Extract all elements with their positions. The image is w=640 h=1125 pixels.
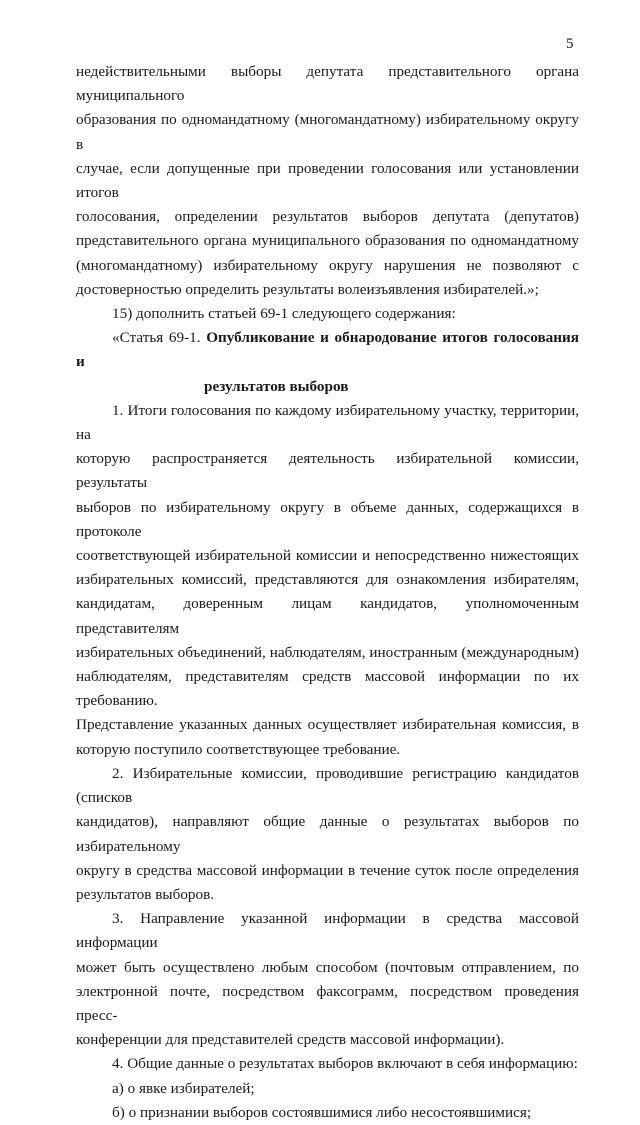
text-line: 1. Итоги голосования по каждому избирательному участку, территории, на (76, 401, 579, 444)
article-prefix: «Статья 69-1. (112, 329, 201, 347)
text-line: достоверностью определить результаты волеизъявления избирателей.»; (76, 280, 539, 298)
article-heading (76, 326, 579, 399)
text-line: электронной почте, посредством факсограмм, посредством проведения пресс- (76, 982, 579, 1024)
item-15: 15) дополнить статьей 69-1 следующего содержания: (112, 305, 456, 323)
text-line: представительного органа муниципального образования по одномандатному (76, 232, 579, 250)
text-line: наблюдателям, представителям средств массовой информации по их требованию. (76, 668, 579, 710)
text-line: результатов выборов. (76, 885, 215, 903)
text-line: Представление указанных данных осуществляет избирательная комиссия, в (76, 716, 579, 734)
text-line: избирательных комиссий, представляются для ознакомления избирателям, (76, 571, 579, 589)
text-line: 2. Избирательные комиссии, проводившие регистрацию кандидатов (списков (76, 764, 579, 807)
paragraph-4: 4. Общие данные о результатах выборов включают в себя информацию: (112, 1055, 578, 1073)
text-line: 3. Направление указанной информации в средства массовой информации (76, 910, 579, 952)
list-item-b: б) о признании выборов состоявшимися либо несостоявшимися; (112, 1103, 532, 1121)
list-item-a: а) о явке избирателей; (112, 1079, 255, 1097)
text-line: голосования, определении результатов выборов депутата (депутатов) (76, 208, 579, 226)
paragraph-3 (76, 907, 579, 1052)
text-line: (многомандатному) избирательному округу нарушения не позволяют с (76, 256, 579, 274)
document-body (76, 60, 579, 1125)
text-line: кандидатам, доверенным лицам кандидатов, уполномоченным представителям (76, 595, 579, 637)
text-line: округу в средства массовой информации в течение суток после определения (76, 861, 579, 879)
text-line: которую распространяется деятельность избирательной комиссии, результаты (76, 450, 579, 492)
article-title-part1: Опубликование и обнародование итогов голосования и (76, 329, 579, 371)
text-line: образования по одномандатному (многомандатному) избирательному округу в (76, 111, 579, 153)
page-number: 5 (566, 36, 574, 52)
text-line: конференции для представителей средств массовой информации). (76, 1031, 505, 1049)
paragraph-1 (76, 399, 579, 762)
text-line: недействительными выборы депутата представительного органа муниципального (76, 63, 579, 105)
text-line: случае, если допущенные при проведении голосования или установлении итогов (76, 159, 579, 202)
text-line: выборов по избирательному округу в объеме данных, содержащихся в протоколе (76, 498, 579, 540)
text-line: может быть осуществлено любым способом (почтовым отправлением, по (76, 958, 579, 976)
text-line: которую поступило соответствующее требование. (76, 740, 401, 758)
text-line: кандидатов), направляют общие данные о результатах выборов по избирательному (76, 813, 579, 855)
paragraph-2 (76, 762, 579, 907)
text-line: соответствующей избирательной комиссии и непосредственно нижестоящих (76, 547, 579, 565)
intro-paragraph (76, 60, 579, 302)
article-title-part2: результатов выборов (204, 377, 349, 395)
article-heading-line1 (76, 326, 579, 374)
text-line: избирательных объединений, наблюдателям, иностранным (международным) (76, 643, 579, 661)
